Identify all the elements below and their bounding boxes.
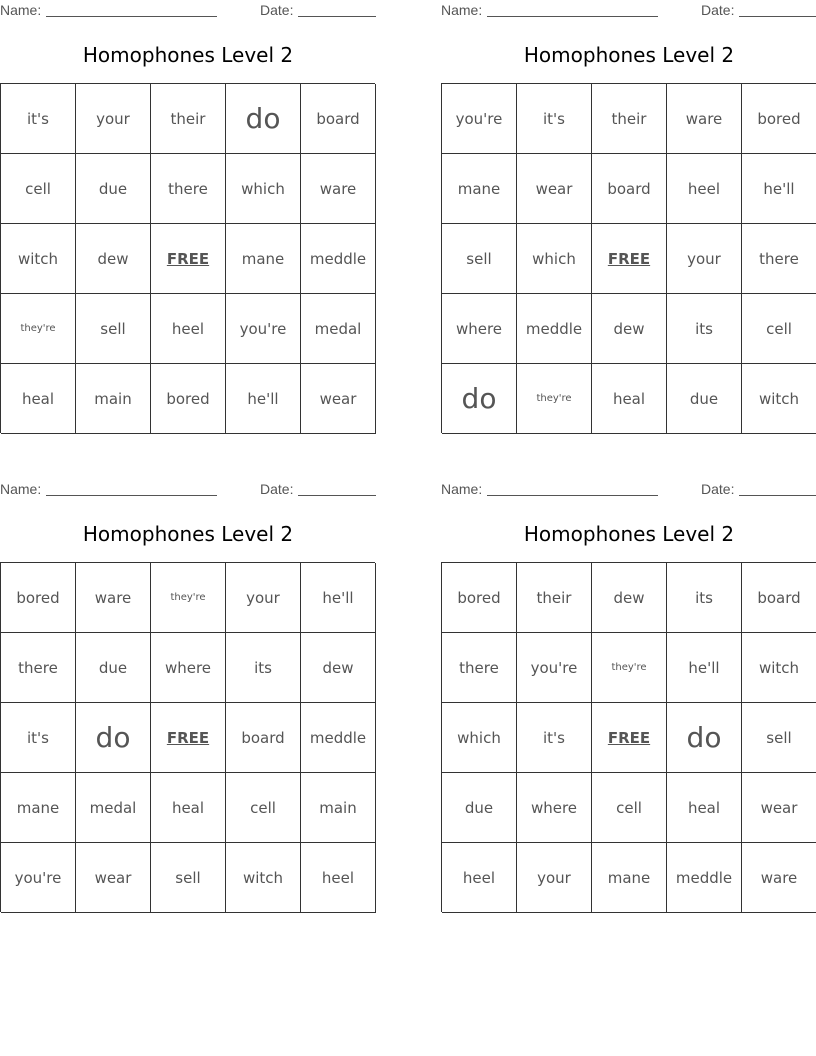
bingo-cell: medal [76,773,151,843]
name-label: Name: [441,481,483,497]
bingo-cell: sell [442,224,517,294]
date-blank-line [298,16,376,17]
bingo-cell: where [442,294,517,364]
card-header [0,0,376,20]
bingo-cell: your [76,84,151,154]
bingo-cell: bored [151,364,226,434]
bingo-cell: due [442,773,517,843]
bingo-cell: where [517,773,592,843]
bingo-cell: bored [1,563,76,633]
name-blank-line [487,495,658,496]
bingo-grid [0,83,375,433]
bingo-cell: meddle [517,294,592,364]
free-space-cell: FREE [592,224,667,294]
bingo-cell: its [226,633,301,703]
bingo-cell: its [667,294,742,364]
bingo-cell: their [517,563,592,633]
bingo-cell: they're [1,294,76,364]
bingo-cell: there [442,633,517,703]
bingo-cell: do [442,364,517,434]
bingo-cell: do [667,703,742,773]
bingo-card-1 [0,0,376,434]
bingo-cell: you're [442,84,517,154]
name-label: Name: [0,481,42,497]
bingo-card-2 [441,0,816,434]
bingo-cell: its [667,563,742,633]
bingo-cell: main [301,773,376,843]
bingo-cell: your [226,563,301,633]
date-label: Date: [260,2,294,18]
bingo-cell: you're [517,633,592,703]
bingo-cell: which [226,154,301,224]
bingo-cell: mane [226,224,301,294]
bingo-cell: their [151,84,226,154]
bingo-grid [0,562,375,912]
card-title: Homophones Level 2 [523,43,735,67]
bingo-cell: bored [442,563,517,633]
bingo-cell: sell [151,843,226,913]
bingo-cell: wear [742,773,816,843]
bingo-cell: cell [592,773,667,843]
bingo-cell: cell [1,154,76,224]
bingo-cell: due [76,633,151,703]
bingo-cell: they're [592,633,667,703]
bingo-cell: dew [301,633,376,703]
name-blank-line [487,16,658,17]
bingo-grid [441,562,816,912]
bingo-cell: wear [517,154,592,224]
bingo-cell: due [76,154,151,224]
bingo-cell: board [226,703,301,773]
bingo-cell: there [742,224,816,294]
date-label: Date: [701,2,735,18]
bingo-grid [441,83,816,433]
bingo-cell: sell [76,294,151,364]
card-title: Homophones Level 2 [82,43,294,67]
bingo-cell: main [76,364,151,434]
date-blank-line [739,495,816,496]
bingo-cell: heal [667,773,742,843]
bingo-cell: he'll [667,633,742,703]
bingo-cell: cell [742,294,816,364]
bingo-cell: there [1,633,76,703]
bingo-cell: wear [76,843,151,913]
bingo-cell: mane [442,154,517,224]
bingo-cell: heal [1,364,76,434]
bingo-cell: where [151,633,226,703]
date-label: Date: [701,481,735,497]
bingo-cell: dew [592,294,667,364]
bingo-cell: it's [1,703,76,773]
card-title: Homophones Level 2 [523,522,735,546]
bingo-cell: which [517,224,592,294]
bingo-cell: mane [1,773,76,843]
bingo-cell: meddle [301,224,376,294]
bingo-cell: there [151,154,226,224]
bingo-cell: sell [742,703,816,773]
date-blank-line [739,16,816,17]
bingo-cell: witch [226,843,301,913]
bingo-cell: ware [76,563,151,633]
bingo-cell: witch [1,224,76,294]
bingo-cell: mane [592,843,667,913]
bingo-cell: he'll [226,364,301,434]
bingo-cell: ware [301,154,376,224]
date-label: Date: [260,481,294,497]
card-header [441,0,816,20]
bingo-cell: their [592,84,667,154]
bingo-cell: do [76,703,151,773]
bingo-cell: heel [301,843,376,913]
bingo-cell: he'll [301,563,376,633]
bingo-cell: they're [151,563,226,633]
bingo-cell: they're [517,364,592,434]
free-space-cell: FREE [151,703,226,773]
free-space-cell: FREE [592,703,667,773]
bingo-cell: meddle [667,843,742,913]
bingo-cell: it's [517,703,592,773]
bingo-cell: do [226,84,301,154]
bingo-cell: he'll [742,154,816,224]
bingo-cell: heel [667,154,742,224]
bingo-cell: your [517,843,592,913]
bingo-card-3 [0,479,376,913]
bingo-cell: you're [226,294,301,364]
bingo-cell: heal [592,364,667,434]
bingo-cell: dew [592,563,667,633]
bingo-cell: ware [742,843,816,913]
bingo-cell: due [667,364,742,434]
name-label: Name: [0,2,42,18]
bingo-cell: wear [301,364,376,434]
bingo-cell: ware [667,84,742,154]
bingo-cell: dew [76,224,151,294]
bingo-cell: board [301,84,376,154]
bingo-cell: witch [742,364,816,434]
date-blank-line [298,495,376,496]
card-title: Homophones Level 2 [82,522,294,546]
name-blank-line [46,16,217,17]
bingo-cell: witch [742,633,816,703]
bingo-cell: board [742,563,816,633]
free-space-cell: FREE [151,224,226,294]
bingo-cell: cell [226,773,301,843]
card-header [441,479,816,499]
bingo-cell: bored [742,84,816,154]
bingo-cell: it's [1,84,76,154]
bingo-cell: you're [1,843,76,913]
bingo-cell: which [442,703,517,773]
name-blank-line [46,495,217,496]
bingo-cell: it's [517,84,592,154]
bingo-cell: medal [301,294,376,364]
card-header [0,479,376,499]
bingo-cell: heel [442,843,517,913]
bingo-cell: heel [151,294,226,364]
bingo-cell: meddle [301,703,376,773]
bingo-cell: heal [151,773,226,843]
name-label: Name: [441,2,483,18]
bingo-card-4 [441,479,816,913]
bingo-cell: your [667,224,742,294]
bingo-cell: board [592,154,667,224]
